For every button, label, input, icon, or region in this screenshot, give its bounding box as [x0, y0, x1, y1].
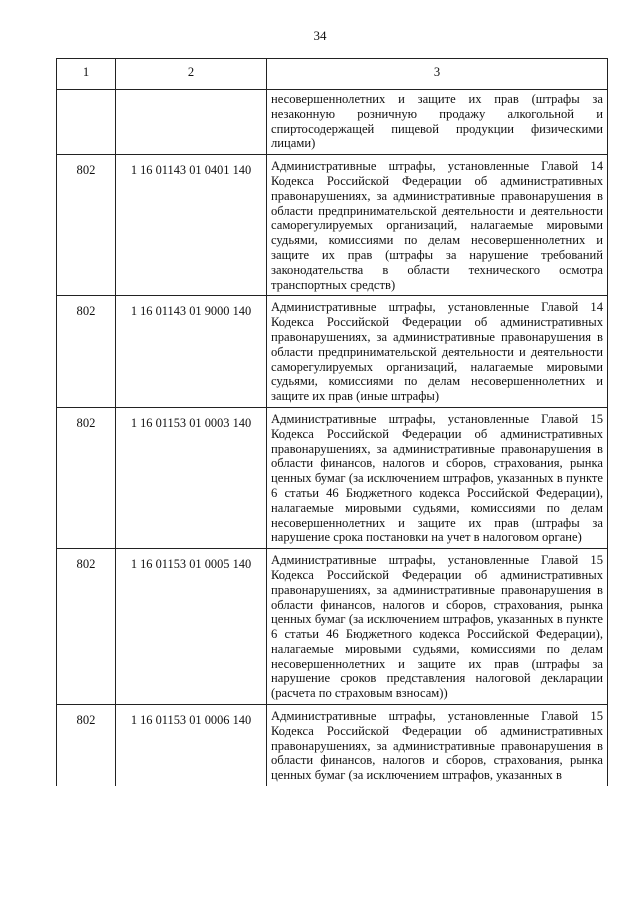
description-cell: Административные штрафы, установленные Главой 14 Кодекса Российской Федерации об административных правонарушениях, за административные правонарушения в области предпринимательской деятельности и деятельности саморегулируемых организаций, налагаемые мировыми судьями, комиссиями по делам несовершеннолетних и защите их прав (штрафы за нарушение требований законодательства в области технического осмотра транспортных средств) — [267, 155, 608, 296]
table-row — [57, 90, 608, 155]
table-row — [57, 296, 608, 408]
description-cell: Административные штрафы, установленные Главой 15 Кодекса Российской Федерации об административных правонарушениях, за административные правонарушения в области финансов, налогов и сборов, страхования, рынка ценных бумаг (за исключением штрафов, указанных в — [267, 705, 608, 786]
kbk-code-cell: 1 16 01153 01 0005 140 — [116, 549, 267, 705]
page-number: 34 — [313, 28, 327, 43]
budget-codes-table — [56, 58, 608, 786]
column-header-2: 2 — [116, 59, 267, 90]
table-row — [57, 705, 608, 786]
description-cell: Административные штрафы, установленные Главой 14 Кодекса Российской Федерации об административных правонарушениях, за административные правонарушения в области предпринимательской деятельности и деятельности саморегулируемых организаций, налагаемые мировыми судьями, комиссиями по делам несовершеннолетних и защите их прав (иные штрафы) — [267, 296, 608, 408]
description-cell: Административные штрафы, установленные Главой 15 Кодекса Российской Федерации об административных правонарушениях, за административные правонарушения в области финансов, налогов и сборов, страхования, рынка ценных бумаг (за исключением штрафов, указанных в пункте 6 статьи 46 Бюджетного кодекса Российской Федерации), налагаемые мировыми судьями, комиссиями по делам несовершеннолетних и защите их прав (штрафы за нарушение срока постановки на учет в налоговом органе) — [267, 407, 608, 548]
admin-code-cell: 802 — [57, 549, 116, 705]
table-row — [57, 155, 608, 296]
admin-code-cell: 802 — [57, 705, 116, 786]
kbk-code-cell: 1 16 01143 01 0401 140 — [116, 155, 267, 296]
column-header-3: 3 — [267, 59, 608, 90]
description-cell: Административные штрафы, установленные Главой 15 Кодекса Российской Федерации об административных правонарушениях, за административные правонарушения в области финансов, налогов и сборов, страхования, рынка ценных бумаг (за исключением штрафов, указанных в пункте 6 статьи 46 Бюджетного кодекса Российской Федерации), налагаемые мировыми судьями, комиссиями по делам несовершеннолетних и защите их прав (штрафы за нарушение сроков представления налоговой декларации (расчета по страховым взносам)) — [267, 549, 608, 705]
admin-code-cell: 802 — [57, 296, 116, 408]
admin-code-cell: 802 — [57, 407, 116, 548]
table-header-row — [57, 59, 608, 90]
table-row — [57, 407, 608, 548]
kbk-code-cell: 1 16 01153 01 0003 140 — [116, 407, 267, 548]
kbk-code-cell: 1 16 01143 01 9000 140 — [116, 296, 267, 408]
admin-code-cell — [57, 90, 116, 155]
table-row — [57, 549, 608, 705]
column-header-1: 1 — [57, 59, 116, 90]
kbk-code-cell: 1 16 01153 01 0006 140 — [116, 705, 267, 786]
kbk-code-cell — [116, 90, 267, 155]
admin-code-cell: 802 — [57, 155, 116, 296]
description-cell: несовершеннолетних и защите их прав (штрафы за незаконную розничную продажу алкогольной и спиртосодержащей пищевой продукции физическими лицами) — [267, 90, 608, 155]
